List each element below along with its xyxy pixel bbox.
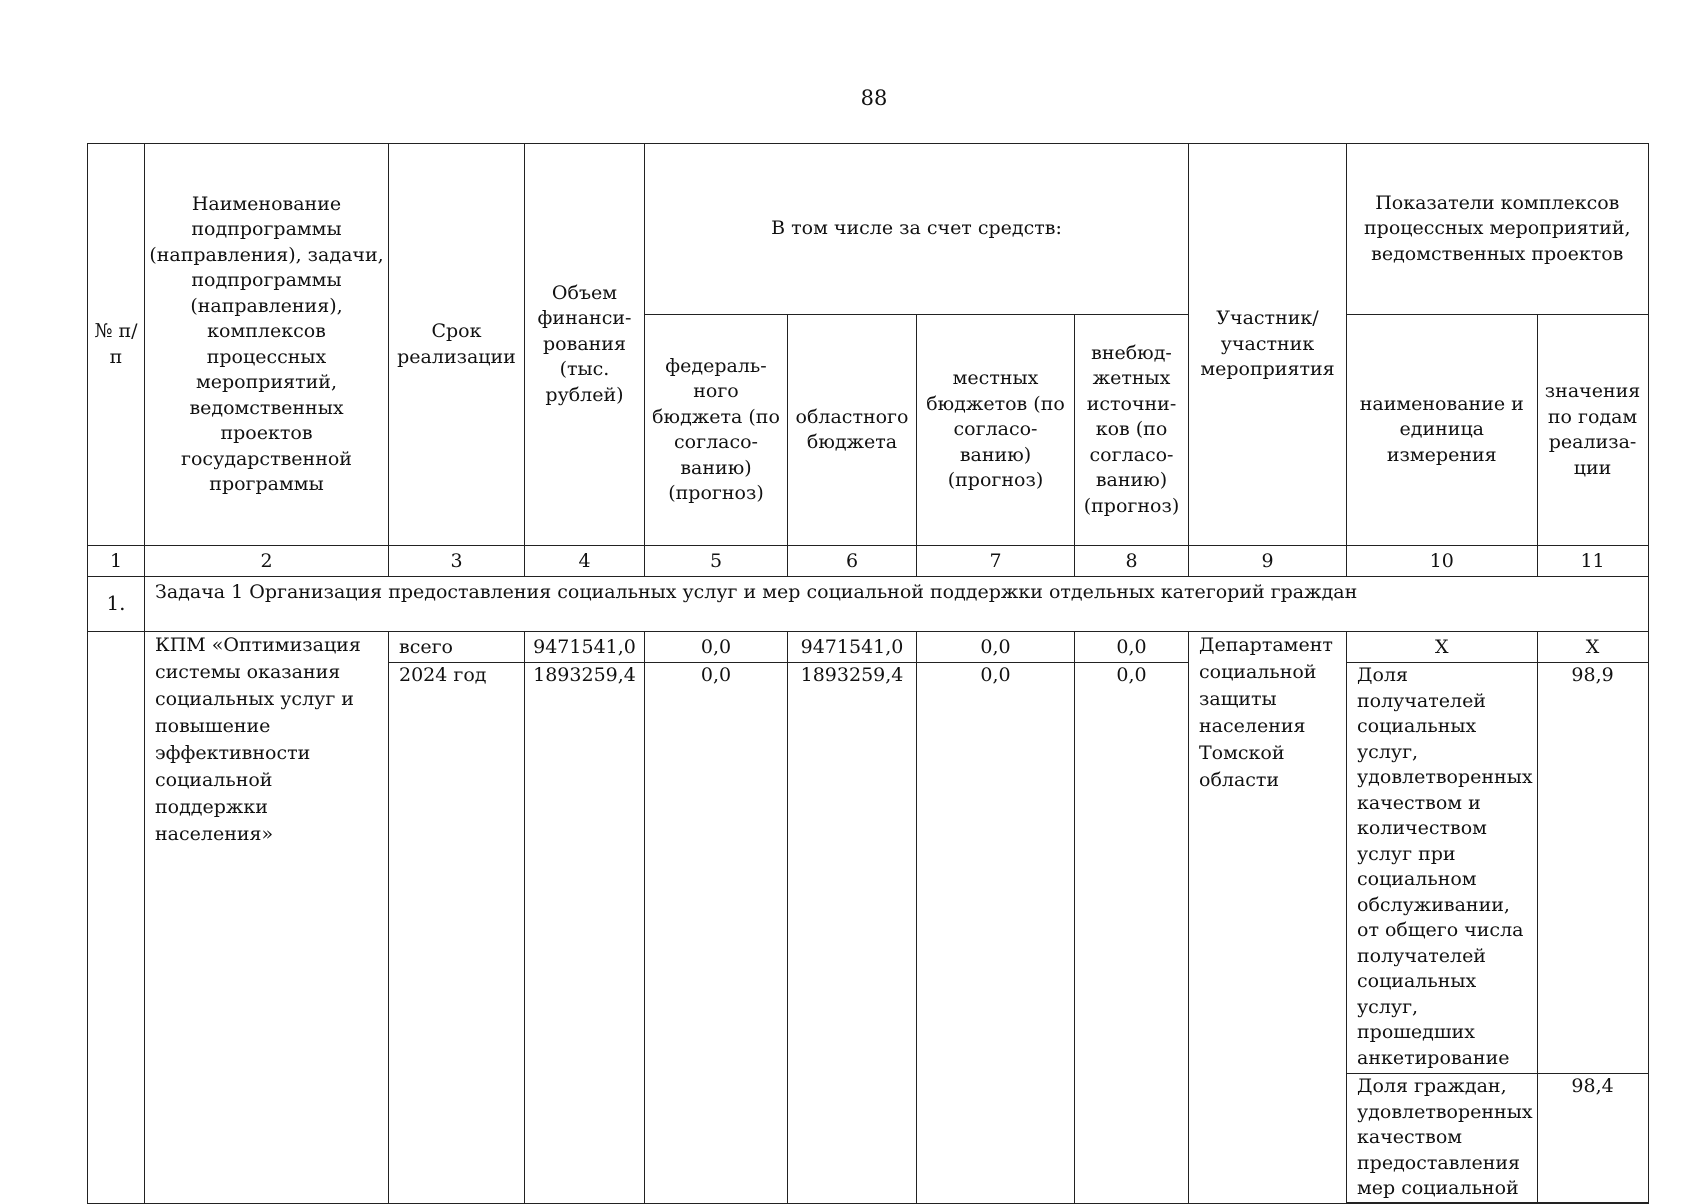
total-amount: 1893259,4 (525, 663, 645, 1204)
table-row-total (88, 632, 1649, 663)
participant: Департамент социальной защиты населения Томской области (1189, 632, 1347, 1204)
program-table (87, 143, 1649, 1204)
column-number: 10 (1347, 546, 1538, 577)
regional-amount: 9471541,0 (788, 632, 917, 663)
empty-cell (1347, 1203, 1538, 1204)
federal-amount: 0,0 (645, 632, 788, 663)
column-number: 8 (1075, 546, 1189, 577)
header-col1: № п/п (88, 144, 145, 546)
header-funding-group: В том числе за счет средств: (645, 144, 1189, 315)
header-col8: внебюд-жетных источни-ков (по согласо-ванию) (прогноз) (1075, 315, 1189, 546)
column-number-row (88, 546, 1649, 577)
header-col4: Объем финанси-рования (тыс. рублей) (525, 144, 645, 546)
kpm-name: КПМ «Оптимизация системы оказания социальных услуг и повышение эффективности социальной поддержки населения» (145, 632, 389, 1204)
column-number: 1 (88, 546, 145, 577)
header-col6: областного бюджета (788, 315, 917, 546)
column-number: 7 (917, 546, 1075, 577)
total-amount: 9471541,0 (525, 632, 645, 663)
period-total: всего (389, 632, 525, 663)
empty-cell (1537, 1203, 1648, 1204)
period-year: 2024 год (389, 663, 525, 1204)
column-number: 2 (145, 546, 389, 577)
task-row (88, 577, 1649, 632)
extra-amount: 0,0 (1075, 663, 1189, 1204)
extra-amount: 0,0 (1075, 632, 1189, 663)
header-indicators-group: Показатели комплексов процессных мероприятий, ведомственных проектов (1347, 144, 1649, 315)
indicator-value-x: Х (1537, 632, 1648, 663)
column-number: 6 (788, 546, 917, 577)
indicator-name: Доля граждан, удовлетворенных качеством предоставления мер социальной (1347, 1074, 1538, 1203)
header-col7: местных бюджетов (по согласо-ванию) (прогноз) (917, 315, 1075, 546)
column-number: 3 (389, 546, 525, 577)
federal-amount: 0,0 (645, 663, 788, 1204)
local-amount: 0,0 (917, 663, 1075, 1204)
empty-cell (88, 632, 145, 1204)
header-col5: федераль-ного бюджета (по согласо-ванию) (прогноз) (645, 315, 788, 546)
indicator-value: 98,9 (1537, 663, 1648, 1074)
indicator-name-x: Х (1347, 632, 1538, 663)
header-row-top (88, 144, 1649, 315)
indicator-name: Доля получателей социальных услуг, удовлетворенных качеством и количеством услуг при социальном обслуживании, от общего числа получателей социальных услуг, прошедших анкетирование (1347, 663, 1538, 1074)
page-number: 88 (860, 86, 888, 110)
local-amount: 0,0 (917, 632, 1075, 663)
header-col3: Срок реализации (389, 144, 525, 546)
indicator-value: 98,4 (1537, 1074, 1648, 1203)
column-number: 9 (1189, 546, 1347, 577)
header-col9: Участник/ участник мероприятия (1189, 144, 1347, 546)
task-number: 1. (88, 577, 145, 632)
header-col10: наименование и единица измерения (1347, 315, 1538, 546)
column-number: 4 (525, 546, 645, 577)
column-number: 11 (1537, 546, 1648, 577)
regional-amount: 1893259,4 (788, 663, 917, 1204)
task-text: Задача 1 Организация предоставления социальных услуг и мер социальной поддержки отдельных категорий граждан (145, 577, 1649, 632)
column-number: 5 (645, 546, 788, 577)
header-col11: значения по годам реализа-ции (1537, 315, 1648, 546)
header-col2: Наименование подпрограммы (направления), задачи, подпрограммы (направления), комплексов процессных мероприятий, ведомственных проектов государственной программы (145, 144, 389, 546)
